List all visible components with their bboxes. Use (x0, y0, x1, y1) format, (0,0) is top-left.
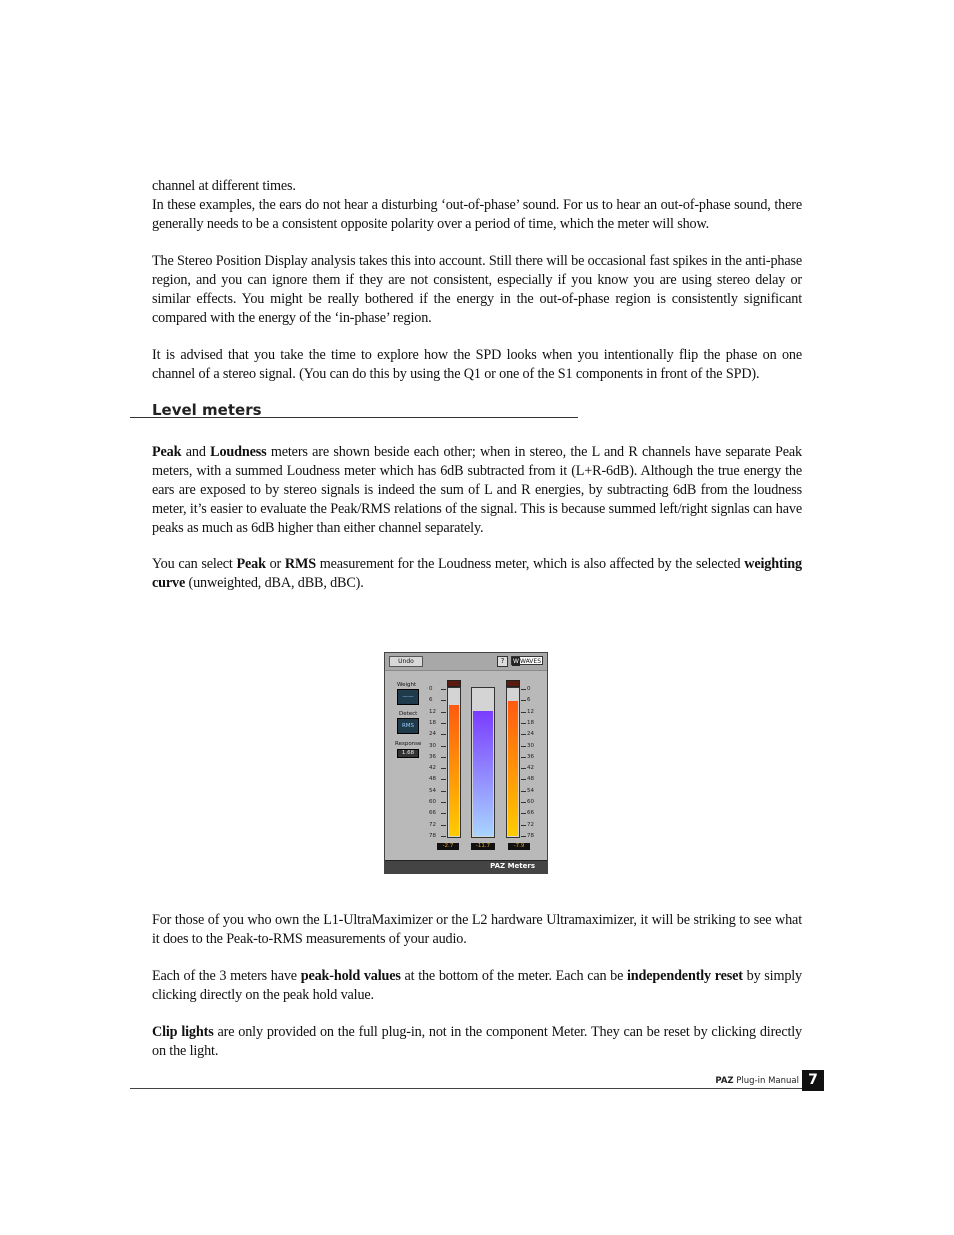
waves-w-icon: W (513, 658, 519, 665)
weight-selector[interactable]: —— (397, 689, 419, 705)
scale-tick-line (441, 802, 446, 803)
paragraph-peak-hold: Each of the 3 meters have peak-hold values at the bottom of the meter. Each can be independently reset by simply clicking directly on the peak hold value. (152, 968, 803, 1003)
peak-hold-left[interactable]: -2.7 (437, 843, 459, 850)
scale-tick-label: 30 (429, 742, 436, 749)
scale-tick-line (521, 768, 526, 769)
clip-light-left[interactable] (447, 680, 461, 687)
scale-tick-line (441, 757, 446, 758)
weight-label: Weight (397, 682, 417, 688)
scale-tick-line (521, 689, 526, 690)
page-number: 7 (802, 1070, 824, 1091)
section-heading: Level meters (152, 401, 262, 419)
scale-tick-line (521, 723, 526, 724)
detect-label: Detect (399, 711, 418, 717)
scale-tick-line (521, 746, 526, 747)
scale-tick-label: 48 (429, 776, 436, 783)
scale-tick-label: 72 (429, 821, 436, 828)
paragraph-rms-select: You can select Peak or RMS measurement for the Loudness meter, which is also affected by the selected weighting curve (unweighted, dBA, dBB, dBC). (152, 556, 802, 591)
scale-tick-label: 60 (527, 799, 534, 805)
scale-tick-line (521, 734, 526, 735)
paragraph-spd-analysis: The Stereo Position Display analysis takes this into account. Still there will be occasional fast spikes in the anti-phase region, and you can ignore them if they are not consistent, especially if you know you are using stereo delay or similar effects. You might be really bothered if the energy in the out-of-phase region is consistently significant compared with the energy of the ‘in-phase’ region. (152, 253, 802, 326)
scale-tick-line (441, 712, 446, 713)
footer-rule (130, 1088, 802, 1089)
plugin-status-bar (385, 860, 547, 873)
scale-tick-label: 42 (527, 765, 534, 772)
scale-tick-label: 54 (527, 787, 534, 794)
scale-tick-label: 6 (429, 697, 433, 704)
response-label: Response (395, 741, 422, 747)
plugin-toolbar (385, 653, 547, 671)
scale-tick-line (521, 779, 526, 780)
paragraph-peak-loudness: Peak and Loudness meters are shown beside each other; when in stereo, the L and R channels have separate Peak meters, with a summed Loudness meter which has 6dB subtracted from it (L+R-6dB). Although the true energy the ears are exposed to by stereo signals is indeed the sum of L and R energies, by subtracting 6dB from the loudness meter, it’s easier to evaluate the Peak/RMS relations of the signal. This is because summed left/right signlas can have peaks as much as 6dB higher than either channel separately. (152, 444, 802, 536)
paragraph-out-of-phase: In these examples, the ears do not hear a disturbing ‘out-of-phase’ sound. For us to hear an out-of-phase sound, there generally needs to be a consistent opposite polarity over a period of time, which the meter will show. (152, 197, 802, 232)
paragraph-ultramaximizer: For those of you who own the L1-UltraMaximizer or the L2 hardware Ultramaximizer, it will be striking to see what it does to the Peak-to-RMS measurements of your audio. (152, 912, 802, 947)
paz-meters-plugin (384, 652, 548, 874)
scale-tick-label: 54 (429, 787, 436, 794)
scale-tick-label: 18 (527, 719, 534, 726)
scale-tick-label: 24 (429, 731, 436, 738)
scale-tick-label: 0 (527, 686, 531, 692)
peak-hold-right[interactable]: -7.9 (508, 843, 530, 850)
scale-tick-line (441, 700, 446, 701)
scale-tick-label: 30 (527, 742, 534, 749)
scale-tick-label: 12 (429, 708, 436, 715)
peak-meter-right-fill (508, 701, 518, 836)
peak-meter-right (506, 687, 520, 838)
scale-tick-label: 18 (429, 719, 436, 726)
scale-tick-label: 66 (527, 810, 534, 817)
heading-rule (130, 417, 578, 418)
scale-tick-line (521, 802, 526, 803)
scale-tick-label: 36 (527, 753, 534, 760)
scale-tick-line (521, 791, 526, 792)
scale-tick-label: 6 (527, 697, 531, 704)
scale-tick-label: 66 (429, 810, 436, 817)
scale-tick-line (441, 836, 446, 837)
peak-hold-loudness[interactable]: -11.7 (471, 843, 495, 850)
paragraph-advice: It is advised that you take the time to explore how the SPD looks when you intentionally flip the phase on one channel of a stereo signal. (You can do this by using the Q1 or one of the S1 components in front of the SPD). (152, 347, 802, 382)
scale-tick-label: 72 (527, 821, 534, 828)
loudness-meter-fill (473, 711, 493, 836)
scale-tick-line (441, 813, 446, 814)
scale-tick-line (521, 825, 526, 826)
intro-line: channel at different times. (152, 178, 296, 194)
clip-light-right[interactable] (506, 680, 520, 687)
undo-button[interactable]: Undo (389, 656, 423, 667)
help-button[interactable]: ? (497, 656, 508, 667)
scale-tick-line (441, 779, 446, 780)
scale-tick-line (441, 689, 446, 690)
scale-tick-label: 12 (527, 708, 534, 715)
scale-tick-line (441, 746, 446, 747)
scale-tick-line (441, 723, 446, 724)
scale-tick-line (441, 791, 446, 792)
plugin-brand: PAZ Meters (490, 862, 535, 870)
scale-tick-label: 24 (527, 731, 534, 738)
detect-selector[interactable]: RMS (397, 718, 419, 734)
scale-tick-line (521, 712, 526, 713)
scale-tick-line (521, 757, 526, 758)
scale-tick-line (441, 768, 446, 769)
scale-tick-label: 78 (527, 832, 534, 839)
scale-tick-line (521, 700, 526, 701)
scale-tick-label: 78 (429, 832, 436, 839)
footer-label: PAZ Plug-in Manual (715, 1076, 799, 1086)
scale-tick-line (521, 836, 526, 837)
scale-tick-label: 42 (429, 765, 436, 772)
loudness-meter (471, 687, 495, 838)
response-value[interactable]: 1.68 (397, 749, 419, 758)
peak-meter-left-fill (449, 705, 459, 836)
scale-tick-line (521, 813, 526, 814)
scale-tick-line (441, 825, 446, 826)
peak-meter-left (447, 687, 461, 838)
scale-tick-line (441, 734, 446, 735)
scale-tick-label: 36 (429, 753, 436, 760)
waves-logo: W WAVES (511, 656, 543, 665)
paragraph-clip-lights: Clip lights are only provided on the full plug-in, not in the component Meter. They can be reset by clicking directly on the light. (152, 1024, 802, 1059)
scale-tick-label: 60 (429, 799, 436, 805)
scale-tick-label: 48 (527, 776, 534, 783)
scale-tick-label: 0 (429, 686, 433, 692)
